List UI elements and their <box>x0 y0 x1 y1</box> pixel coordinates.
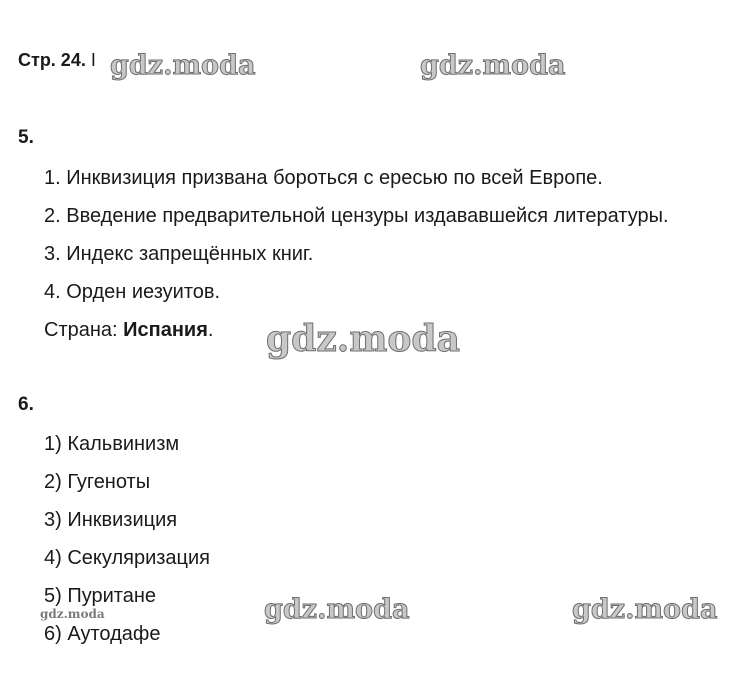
watermark: gdz.moda <box>420 50 566 81</box>
task-6-item: 5) Пуритане <box>44 585 157 607</box>
task-5-item: 2. Введение предварительной цензуры издававшейся литературы. <box>44 205 669 227</box>
task-6-item: 2) Гугеноты <box>44 471 151 493</box>
task-6-item: 1) Кальвинизм <box>44 433 180 455</box>
country-label: Страна: <box>44 319 124 341</box>
task-6-item: 4) Секуляризация <box>44 547 210 569</box>
watermark: gdz.moda <box>266 318 460 360</box>
task-6-list <box>44 432 210 660</box>
country-suffix: . <box>207 319 214 341</box>
task-6-number: 6. <box>18 394 34 415</box>
page-label-tail: I <box>90 50 96 70</box>
watermark: gdz.moda <box>572 594 718 625</box>
country-line <box>44 318 213 342</box>
watermark: gdz.moda <box>110 50 256 81</box>
country-value: Испания <box>123 319 208 341</box>
page-label: Стр. 24. <box>18 50 86 70</box>
task-5-list <box>44 166 669 318</box>
task-5-item: 1. Инквизиция призвана бороться с ересью по всей Европе. <box>44 167 603 189</box>
task-6-item: 3) Инквизиция <box>44 509 178 531</box>
task-5-item: 3. Индекс запрещённых книг. <box>44 243 314 265</box>
page-header <box>18 50 96 71</box>
watermark: gdz.moda <box>40 607 105 621</box>
watermark: gdz.moda <box>264 594 410 625</box>
task-5-number: 5. <box>18 127 34 148</box>
task-6-item: 6) Аутодафе <box>44 623 161 645</box>
task-5-item: 4. Орден иезуитов. <box>44 281 221 303</box>
